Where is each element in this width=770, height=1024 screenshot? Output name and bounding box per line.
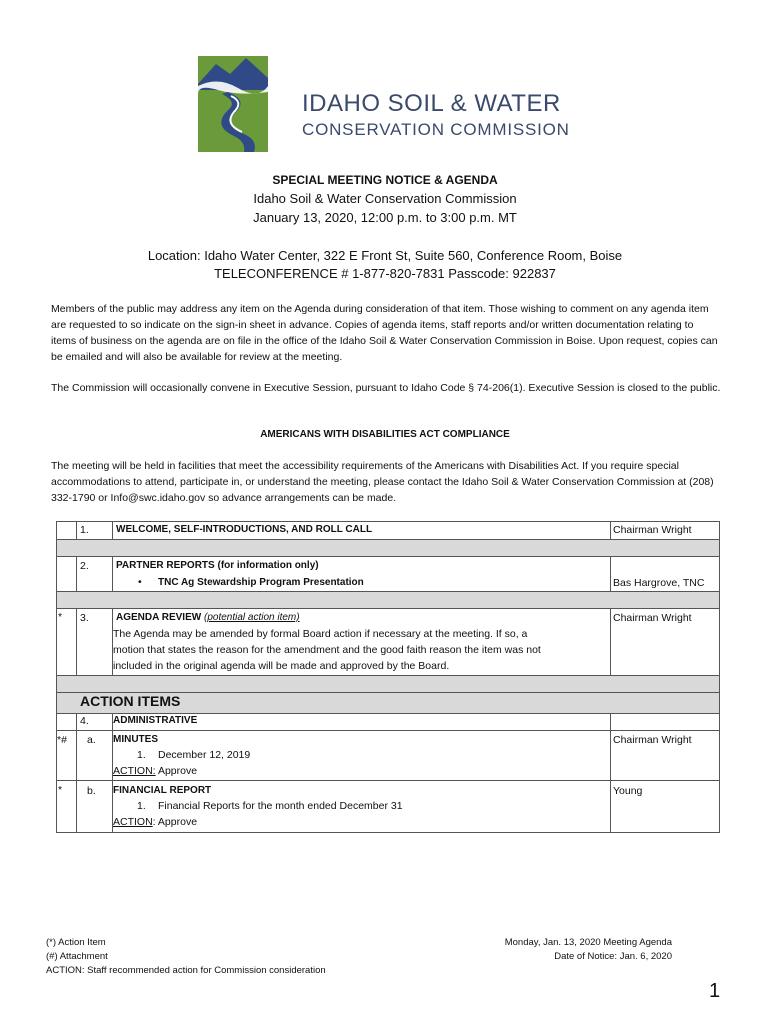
footer-meeting-info (470, 936, 672, 964)
separator-row (56, 675, 719, 692)
item-title: AGENDA REVIEW (116, 612, 202, 623)
page-number: 1 (709, 980, 721, 1002)
legend-line: ACTION: Staff recommended action for Commission consideration (46, 965, 326, 976)
item-number: 3. (80, 612, 89, 624)
sub-item-number: 1. (137, 749, 146, 761)
item-letter: b. (87, 785, 96, 797)
action-attachment-mark: *# (57, 734, 67, 746)
action-value: Approve (157, 765, 198, 777)
meeting-location: Location: Idaho Water Center, 322 E Front St, Suite 560, Conference Room, Boise (147, 248, 623, 263)
sub-item-text: December 12, 2019 (158, 749, 251, 761)
item-note: (potential action item) (203, 612, 300, 623)
notice-title: SPECIAL MEETING NOTICE & AGENDA (272, 173, 498, 187)
teleconference-info: TELECONFERENCE # 1-877-820-7831 Passcode: 922837 (214, 266, 556, 281)
bullet: • (138, 576, 142, 588)
footer-notice-date: Date of Notice: Jan. 6, 2020 (554, 951, 672, 962)
executive-session-paragraph: The Commission will occasionally convene in Executive Session, pursuant to Idaho Code § 74-206(1). Executive Session is closed to the public. (51, 382, 721, 394)
item-presenter: Chairman Wright (613, 612, 692, 624)
item-presenter: Chairman Wright (613, 524, 692, 536)
action-item-mark: * (58, 611, 63, 623)
sub-item-text: Financial Reports for the month ended December 31 (158, 800, 403, 812)
footer-meeting: Monday, Jan. 13, 2020 Meeting Agenda (504, 937, 672, 948)
item-description-line: The Agenda may be amended by formal Board action if necessary at the meeting. If so, a (113, 628, 528, 640)
item-presenter: Chairman Wright (613, 734, 692, 746)
item-presenter: Young (613, 785, 643, 797)
item-description-line: motion that states the reason for the amendment and the good faith reason the item was not (113, 644, 541, 656)
item-title: MINUTES (113, 734, 158, 745)
item-title: PARTNER REPORTS (for information only) (116, 560, 319, 571)
commission-logo (198, 56, 578, 152)
public-comment-paragraph: Members of the public may address any item on the Agenda during consideration of that item. Those wishing to comment on any agenda item are requested to so indicate on the sign-in sheet in advance. Copies of agenda items, staff reports and/or written documentation relating to items of business on the agenda are on file in the office of the Idaho Soil & Water Conservation Commission in Boise. Upon request, copies can be emailed and will also be available for review at the meeting. (51, 303, 718, 363)
ada-paragraph: The meeting will be held in facilities that meet the accessibility requirements of the Americans with Disabilities Act. If you require special accommodations to attend, participate in, or understand the meeting, please contact the Idaho Soil & Water Conservation Commission at (208) 332-1790 or Info@swc.idaho.gov so advance arrangements can be made. (51, 460, 714, 504)
separator-row (56, 539, 719, 556)
item-number: 1. (80, 524, 89, 536)
separator-row (56, 591, 719, 608)
item-description-line: included in the original agenda will be made and approved by the Board. (113, 660, 450, 672)
item-title-row (116, 610, 300, 626)
footer-legend (46, 936, 326, 978)
landscape-logo-icon (198, 56, 294, 152)
recommended-action (113, 814, 197, 830)
action-label: ACTION (113, 816, 153, 828)
org-name: Idaho Soil & Water Conservation Commission (253, 191, 517, 206)
ada-heading: AMERICANS WITH DISABILITIES ACT COMPLIANCE (260, 429, 510, 440)
action-item-mark: * (58, 784, 63, 796)
action-value: : Approve (152, 816, 198, 828)
item-presenter: Bas Hargrove, TNC (613, 577, 705, 589)
item-title: ADMINISTRATIVE (113, 715, 198, 726)
sub-item-number: 1. (137, 800, 146, 812)
logo-line-1: IDAHO SOIL & WATER (302, 90, 561, 117)
meeting-datetime: January 13, 2020, 12:00 p.m. to 3:00 p.m. MT (253, 210, 517, 225)
item-subtitle: TNC Ag Stewardship Program Presentation (158, 577, 364, 588)
item-title: FINANCIAL REPORT (113, 785, 212, 796)
item-letter: a. (87, 734, 96, 746)
item-number: 2. (80, 560, 89, 572)
legend-line: (*) Action Item (46, 937, 106, 948)
item-number: 4. (80, 715, 89, 727)
legend-line: (#) Attachment (46, 951, 108, 962)
action-label: ACTION: (113, 765, 156, 777)
recommended-action (113, 763, 197, 779)
logo-line-2: CONSERVATION COMMISSION (302, 120, 570, 139)
action-items-title: ACTION ITEMS (80, 693, 181, 709)
item-title: WELCOME, SELF-INTRODUCTIONS, AND ROLL CALL (116, 524, 373, 535)
